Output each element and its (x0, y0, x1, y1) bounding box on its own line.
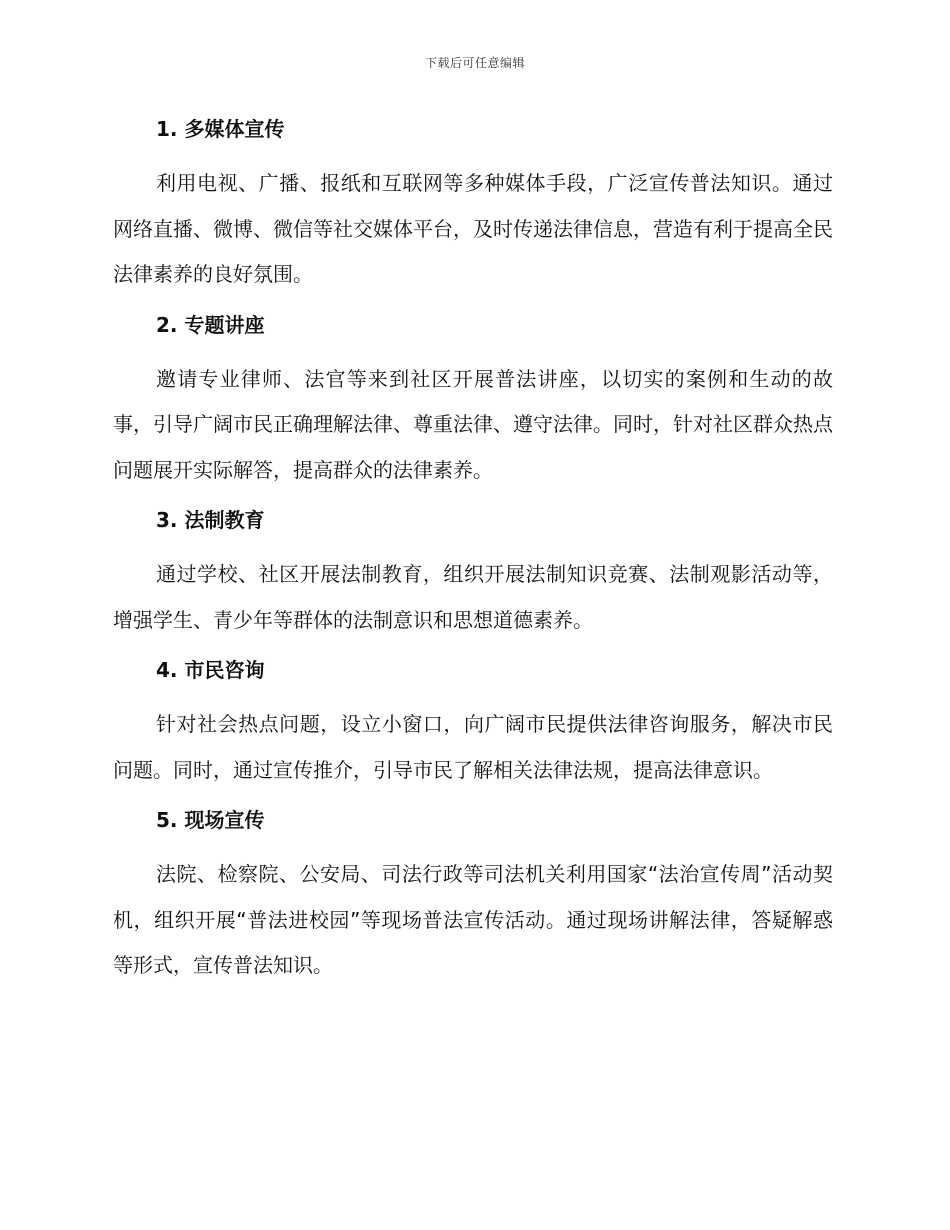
section-lecture (113, 308, 833, 494)
section-onsite-promotion (113, 803, 833, 989)
section-legal-education (113, 503, 833, 643)
section-heading: 3. 法制教育 (156, 508, 265, 532)
section-heading: 1. 多媒体宣传 (156, 117, 285, 141)
section-multimedia (113, 112, 833, 298)
section-heading: 4. 市民咨询 (156, 658, 265, 682)
section-heading: 5. 现场宣传 (156, 808, 265, 832)
section-heading: 2. 专题讲座 (156, 312, 265, 337)
section-paragraph: 邀请专业律师、法官等来到社区开展普法讲座，以切实的案例和生动的故事，引导广阔市民正确理解法律、尊重法律、遵守法律。同时，针对社区群众热点问题展开实际解答，提高群众的法律素养。 (113, 366, 833, 482)
section-paragraph: 法院、检察院、公安局、司法行政等司法机关利用国家“法治宣传周”活动契机，组织开展“普法进校园”等现场普法宣传活动。通过现场讲解法律，答疑解惑等形式，宣传普法知识。 (113, 862, 833, 977)
section-paragraph: 通过学校、社区开展法制教育，组织开展法制知识竞赛、法制观影活动等，增强学生、青少年等群体的法制意识和思想道德素养。 (113, 562, 833, 632)
section-paragraph: 针对社会热点问题，设立小窗口，向广阔市民提供法律咨询服务，解决市民问题。同时，通过宣传推介，引导市民了解相关法律法规，提高法律意识。 (113, 712, 833, 782)
header-note: 下载后可任意编辑 (424, 56, 525, 70)
section-citizen-consultation (113, 653, 833, 793)
section-paragraph: 利用电视、广播、报纸和互联网等多种媒体手段，广泛宣传普法知识。通过网络直播、微博、微信等社交媒体平台，及时传递法律信息，营造有利于提高全民法律素养的良好氛围。 (113, 171, 833, 286)
document-content (113, 112, 833, 989)
